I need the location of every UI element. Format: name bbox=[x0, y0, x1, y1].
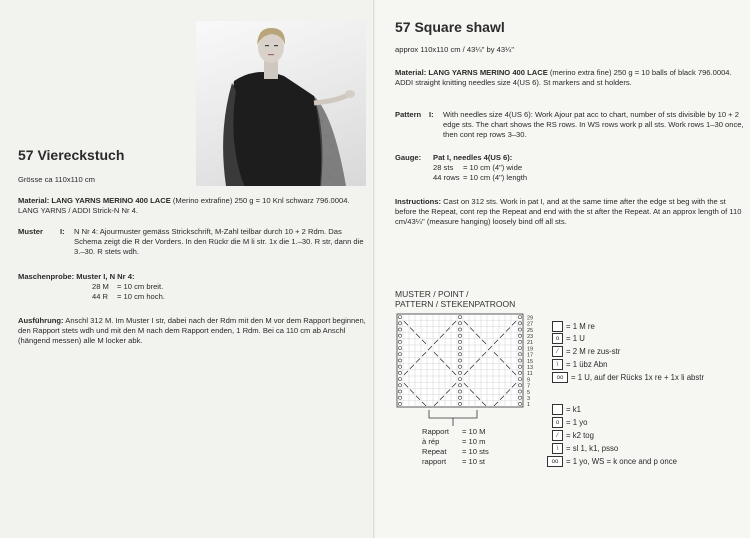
repeat-legend bbox=[422, 427, 489, 467]
legend-double-yo-en bbox=[547, 456, 677, 467]
chart-title-line: MUSTER / POINT / bbox=[395, 289, 469, 299]
material-brand: LANG YARNS MERINO 400 LACE bbox=[51, 196, 171, 205]
legend-text: = 1 U, auf der Rücks 1x re + 1x li abstr bbox=[571, 373, 705, 382]
circle-icon: o bbox=[552, 417, 563, 428]
instruction-block bbox=[18, 316, 368, 346]
gauge-label: Gauge: bbox=[395, 153, 422, 162]
muster-label: Muster bbox=[18, 227, 43, 236]
gauge-rows bbox=[92, 282, 165, 302]
gauge-block bbox=[18, 272, 134, 282]
size-text: Grösse ca 110x110 cm bbox=[18, 175, 95, 184]
gauge-sub: Muster I, N Nr 4: bbox=[76, 272, 135, 281]
material-label: Material: bbox=[395, 68, 427, 77]
backslash-icon: \ bbox=[552, 443, 563, 454]
legend-text: = k1 bbox=[566, 405, 581, 414]
chart-row-number: 15 bbox=[527, 358, 534, 365]
gauge-key: 44 R bbox=[92, 292, 109, 301]
empty-square-icon bbox=[552, 404, 563, 415]
right-page bbox=[375, 0, 750, 538]
chart-row-number: 3 bbox=[527, 396, 531, 402]
chart-row-number: 5 bbox=[527, 389, 531, 396]
legend-ssk-en bbox=[552, 443, 618, 454]
legend-yo-en bbox=[552, 417, 587, 428]
legend-text: = 1 U bbox=[566, 334, 585, 343]
slash-icon: ⁄ bbox=[552, 346, 563, 357]
pattern-block bbox=[395, 110, 745, 140]
repeat-value: = 10 m bbox=[462, 437, 486, 446]
chart-row-numbers bbox=[527, 315, 533, 408]
gauge-key: 44 rows bbox=[433, 173, 460, 182]
legend-double-yo bbox=[552, 372, 704, 383]
chart-grid bbox=[397, 314, 523, 407]
repeat-key: rapport bbox=[422, 457, 447, 466]
legend-text: = k2 tog bbox=[566, 431, 594, 440]
gauge-value: = 10 cm (4") wide bbox=[463, 163, 523, 172]
pattern-text: With needles size 4(US 6): Work Ajour pat acc to chart, number of sts divisible by 10 + 2 edge sts. The chart shows the RS rows. In WS rows work p all sts. Work rows 1–30 once, then cont rep rows 3–30. bbox=[443, 110, 744, 139]
chart-row-number: 27 bbox=[527, 321, 534, 328]
material-brand: LANG YARNS MERINO 400 LACE bbox=[428, 68, 548, 77]
material-label: Material: bbox=[18, 196, 50, 205]
chart-row-number: 9 bbox=[527, 377, 531, 384]
material-text: (Merino extrafine) 250 g = 10 Knl schwarz 796.0004. LANG YARNS / ADDI Strick-N Nr 4. bbox=[18, 196, 350, 215]
instruction-text: Cast on 312 sts. Work in pat I, and at the same time after the edge st beg with the st before the Repeat, cont rep the Repeat and end with the st after the Repeat. At an approx length of 110 cm/43¼" (measure hanging) loosely bind off all sts. bbox=[395, 197, 742, 226]
chart-row-number: 23 bbox=[527, 334, 534, 340]
instruction-text: Anschl 312 M. Im Muster I str, dabei nach der Rdm mit den M vor dem Rapport beginnen, den Rapport stets wdh und mit den M nach dem Rapport enden, 1 Rdm. Bei ca 110 cm ab Anschl (hängend messen) alle M locker abk. bbox=[18, 316, 366, 345]
gauge-key: 28 sts bbox=[433, 163, 454, 172]
legend-text: = sl 1, k1, psso bbox=[566, 444, 619, 453]
muster-block bbox=[18, 227, 368, 257]
gauge-key: 28 M bbox=[92, 282, 109, 291]
repeat-key: Repeat bbox=[422, 447, 447, 456]
chart-row-number: 13 bbox=[527, 365, 534, 371]
legend-ssk bbox=[552, 359, 607, 370]
gauge-value: = 10 cm hoch. bbox=[117, 292, 165, 301]
double-circle-icon: oo bbox=[552, 372, 568, 383]
gauge-value: = 10 cm breit. bbox=[117, 282, 164, 291]
repeat-value: = 10 st bbox=[462, 457, 486, 466]
legend-text: = 1 yo, WS = k once and p once bbox=[566, 457, 677, 466]
shawl-illustration bbox=[196, 21, 366, 186]
legend-k2tog-en bbox=[552, 430, 594, 441]
repeat-value: = 10 M bbox=[462, 427, 486, 436]
chart-row-number: 7 bbox=[527, 383, 531, 390]
instruction-label: Ausführung: bbox=[18, 316, 64, 325]
legend-knit bbox=[552, 321, 595, 332]
gauge-label: Maschenprobe: bbox=[18, 272, 75, 281]
legend-text: = 2 M re zus-str bbox=[566, 347, 621, 356]
backslash-icon: \ bbox=[552, 359, 563, 370]
chart-row-number: 17 bbox=[527, 352, 534, 359]
muster-roman: I: bbox=[60, 227, 65, 236]
legend-text: = 1 M re bbox=[566, 322, 595, 331]
chart-row-number: 21 bbox=[527, 340, 534, 347]
chart-row-number: 11 bbox=[527, 371, 533, 378]
repeat-key: à rép bbox=[422, 437, 440, 446]
circle-icon: o bbox=[552, 333, 563, 344]
material-block bbox=[18, 196, 368, 216]
double-circle-icon: oo bbox=[547, 456, 563, 467]
material-text: (merino extra fine) 250 g = 10 balls of black 796.0004. ADDI straight knitting needles size 4(US 6). St markers and st holders. bbox=[395, 68, 732, 87]
page-title: 57 Viereckstuch bbox=[18, 147, 125, 163]
gauge-value: = 10 cm (4") length bbox=[463, 173, 528, 182]
chart-row-number: 29 bbox=[527, 315, 534, 322]
legend-text: = 1 yo bbox=[566, 418, 588, 427]
legend-k2tog bbox=[552, 346, 620, 357]
slash-icon: ⁄ bbox=[552, 430, 563, 441]
chart-title-line: PATTERN / STEKENPATROON bbox=[395, 299, 516, 309]
legend-yo bbox=[552, 333, 585, 344]
pattern-roman: I: bbox=[429, 110, 434, 119]
gauge-rows bbox=[433, 163, 527, 183]
chart-title bbox=[395, 289, 515, 309]
gauge-block bbox=[395, 153, 512, 163]
muster-text: N Nr 4: Ajourmuster gemäss Strickschrift, M-Zahl teilbar durch 10 + 2 Rdm. Das Schema zeigt die R der Vorders. In den Rückr die M li str. 1x die 1.–30. R str, dann die 3.–30. R stets wdh. bbox=[74, 227, 364, 256]
chart-row-number: 25 bbox=[527, 327, 534, 334]
legend-text: = 1 übz Abn bbox=[566, 360, 608, 369]
gauge-sub: Pat I, needles 4(US 6): bbox=[433, 153, 513, 162]
instruction-label: Instructions: bbox=[395, 197, 441, 206]
repeat-value: = 10 sts bbox=[462, 447, 489, 456]
pattern-label: Pattern bbox=[395, 110, 422, 119]
legend-knit-en bbox=[552, 404, 581, 415]
page-title: 57 Square shawl bbox=[395, 19, 505, 35]
size-text: approx 110x110 cm / 43¼" by 43¼" bbox=[395, 45, 515, 54]
instruction-block bbox=[395, 197, 745, 227]
repeat-key: Rapport bbox=[422, 427, 450, 436]
empty-square-icon bbox=[552, 321, 563, 332]
material-block bbox=[395, 68, 745, 88]
repeat-bracket bbox=[395, 408, 505, 428]
chart-row-number: 19 bbox=[527, 346, 534, 353]
model-photo bbox=[196, 21, 366, 186]
chart-row-number: 1 bbox=[527, 402, 531, 409]
